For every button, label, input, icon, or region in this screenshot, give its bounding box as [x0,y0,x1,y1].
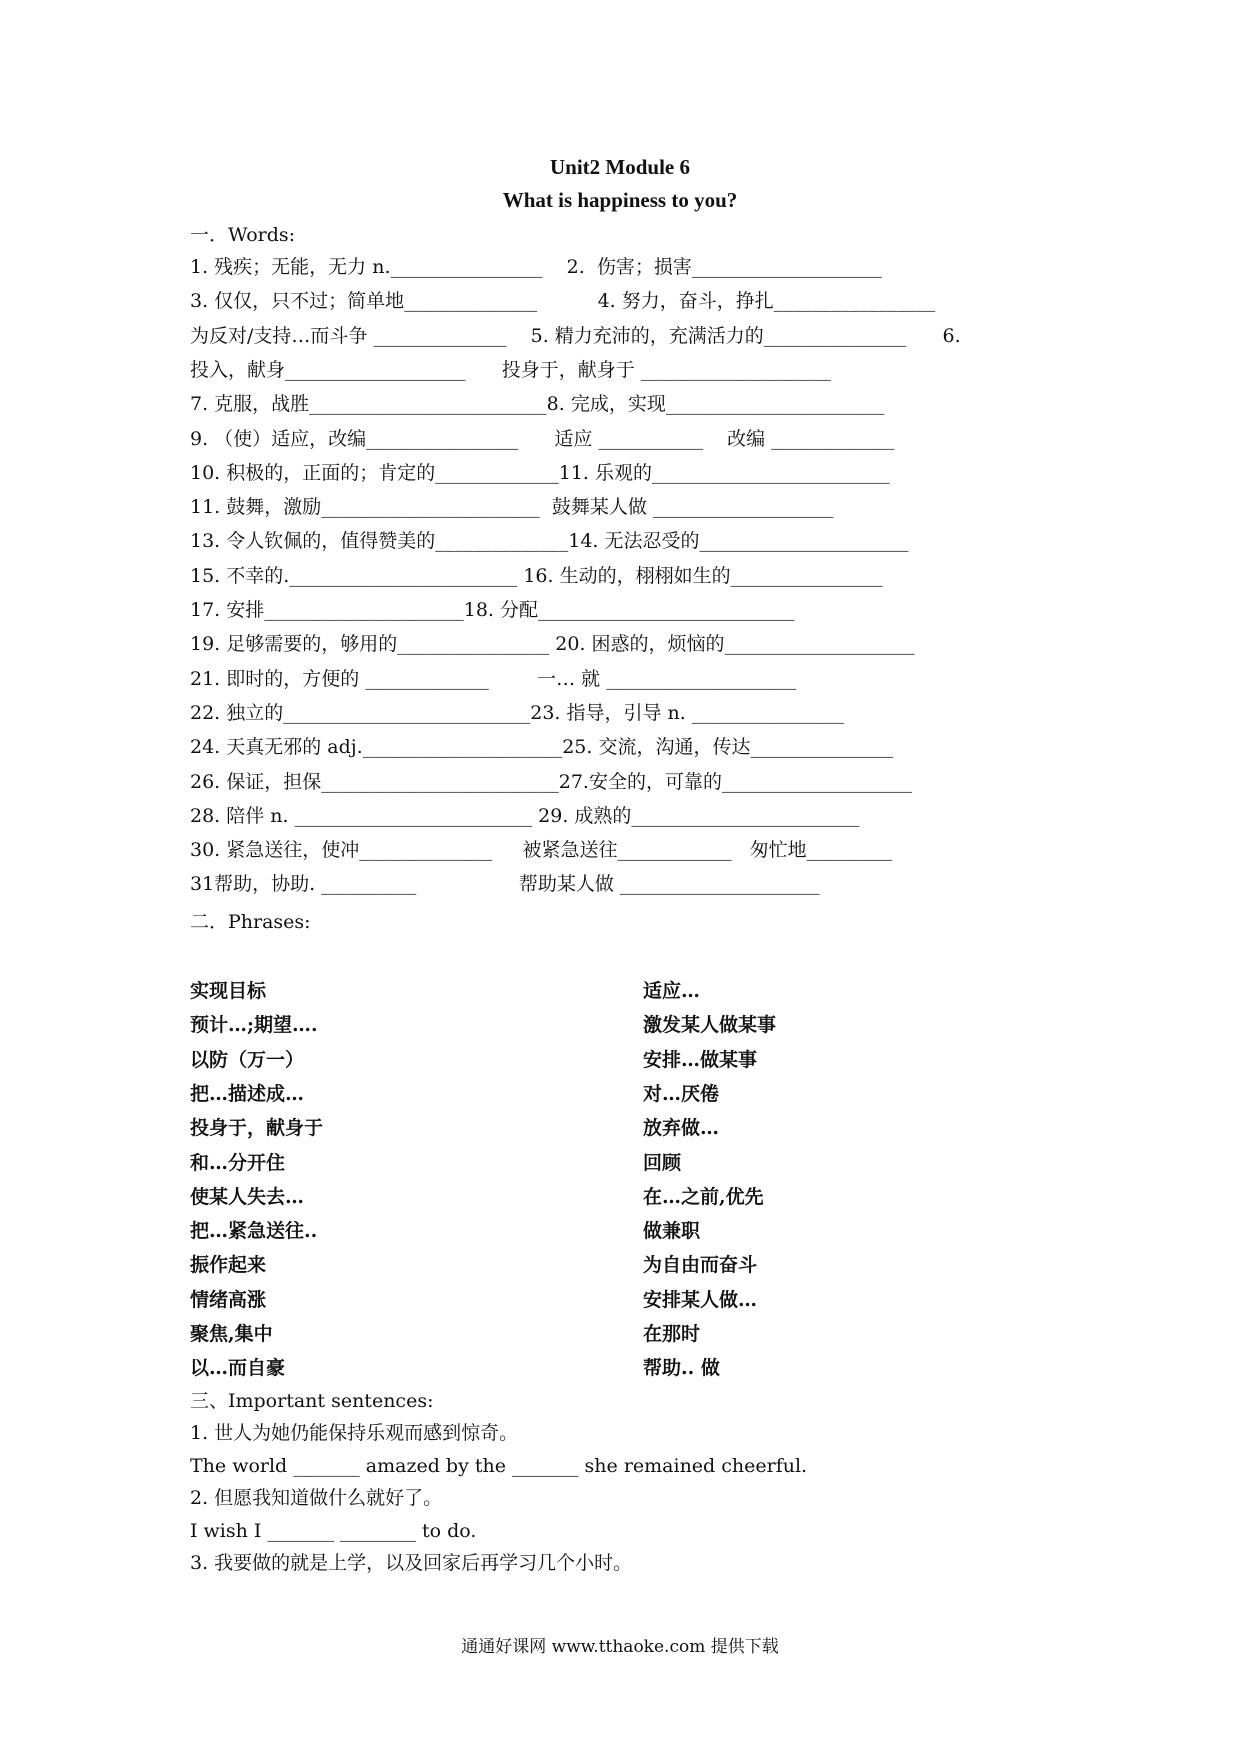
phrase-item-left: 把…紧急送往.. [190,1220,318,1243]
word-line: 7. 克服，战胜_________________________8. 完成，实现_______________________ [190,393,885,416]
footer-download-note: 通通好课网 www.tthaoke.com 提供下载 [461,1637,779,1657]
word-line: 19. 足够需要的，够用的________________ 20. 困惑的，烦恼的____________________ [190,633,915,656]
phrase-item-right: 在…之前,优先 [643,1185,764,1208]
word-line: 13. 令人钦佩的，值得赞美的______________14. 无法忍受的______________________ [190,530,909,553]
word-line: 15. 不幸的.________________________ 16. 生动的，栩栩如生的________________ [190,564,883,587]
word-line: 31帮助，协助. __________ 帮助某人做 _____________________ [190,873,820,896]
word-line: 10. 积极的，正面的；肯定的_____________11. 乐观的_________________________ [190,461,890,484]
word-line: 9. （使）适应，改编________________ 适应 ___________ 改编 _____________ [190,427,895,450]
phrase-item-right: 适应… [643,980,701,1002]
word-line: 为反对/支持…而斗争 ______________ 5. 精力充沛的，充满活力的_______________ 6. [190,324,961,347]
word-line: 21. 即时的，方便的 _____________ 一… 就 ____________________ [190,667,797,690]
sentence-chinese: 2. 但愿我知道做什么就好了。 [190,1487,443,1509]
sentence-english-fill: I wish I _______ ________ to do. [190,1519,477,1542]
word-line: 17. 安排_____________________18. 分配___________________________ [190,599,795,621]
phrase-item-right: 对…厌倦 [643,1082,720,1105]
word-line: 投入，献身___________________ 投身于，献身于 ____________________ [190,358,831,381]
phrase-item-right: 放弃做… [643,1117,720,1140]
phrase-item-right: 安排某人做… [643,1288,758,1311]
section-heading-sentences: 三、Important sentences: [190,1390,434,1412]
phrase-item-left: 情绪高涨 [190,1288,267,1311]
sentence-chinese: 1. 世人为她仍能保持乐观而感到惊奇。 [190,1422,519,1444]
phrase-item-left: 预计…;期望…. [190,1014,318,1037]
phrase-item-right: 在那时 [643,1323,701,1345]
page-subtitle: What is happiness to you? [502,188,738,212]
word-line: 11. 鼓舞，激励_______________________ 鼓舞某人做 ___________________ [190,496,834,519]
phrase-item-right: 为自由而奋斗 [643,1254,758,1277]
phrase-item-right: 做兼职 [643,1220,701,1243]
phrase-item-right: 帮助.. 做 [643,1357,720,1380]
phrase-item-left: 振作起来 [190,1254,267,1277]
phrase-item-left: 以…而自豪 [190,1357,286,1380]
phrase-item-left: 投身于，献身于 [190,1117,324,1140]
word-line: 24. 天真无邪的 adj._____________________25. 交流，沟通，传达_______________ [190,736,893,759]
page-title: Unit2 Module 6 [549,155,690,179]
phrase-item-right: 激发某人做某事 [643,1014,777,1037]
phrase-item-left: 和…分开住 [190,1151,286,1174]
section-heading-phrases: 二．Phrases: [190,911,311,933]
word-line: 22. 独立的__________________________23. 指导，引导 n. ________________ [190,701,844,724]
word-line: 3. 仅仅，只不过；简单地______________ 4. 努力，奋斗，挣扎_________________ [190,290,936,313]
phrase-item-left: 以防（万一） [190,1048,305,1071]
sentence-chinese: 3. 我要做的就是上学，以及回家后再学习几个小时。 [190,1552,633,1574]
phrase-item-right: 回顾 [643,1151,682,1174]
word-line: 28. 陪伴 n. _________________________ 29. 成熟的________________________ [190,804,860,827]
phrase-item-left: 聚焦,集中 [190,1323,273,1345]
phrase-item-left: 实现目标 [190,980,267,1002]
phrase-item-right: 安排…做某事 [643,1048,758,1071]
word-line: 1. 残疾；无能，无力 n.________________ 2. 伤害；损害____________________ [190,256,882,278]
sentence-english-fill: The world _______ amazed by the _______ she remained cheerful. [190,1454,808,1477]
section-heading-words: 一．Words: [190,224,296,246]
phrase-item-left: 使某人失去… [190,1185,305,1208]
word-line: 30. 紧急送往，使冲______________ 被紧急送往____________ 匆忙地_________ [190,839,893,862]
word-line: 26. 保证，担保_________________________27.安全的，可靠的____________________ [190,770,912,793]
phrase-item-left: 把…描述成… [190,1082,305,1105]
